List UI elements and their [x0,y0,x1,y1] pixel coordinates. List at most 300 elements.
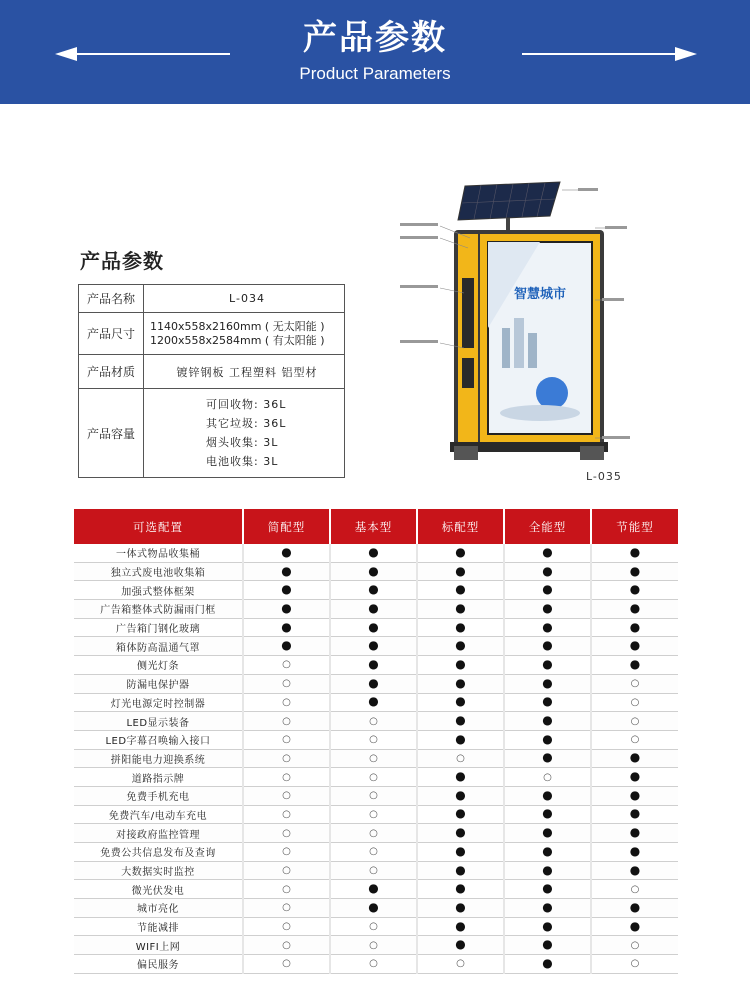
filled-dot-icon: ● [281,582,292,597]
filled-dot-icon: ● [455,713,466,728]
hollow-circle-icon: ○ [369,808,378,820]
config-row [74,674,678,693]
filled-dot-icon: ● [542,806,553,821]
filled-dot-icon: ● [455,918,466,933]
filled-dot-icon: ● [368,600,379,615]
config-row [74,936,678,955]
config-mark-cell [504,562,591,581]
config-feature-name: 对接政府监控管理 [74,824,243,843]
filled-dot-icon: ● [455,600,466,615]
config-mark-cell [330,749,417,768]
capacity-line: 电池收集: 3L [206,455,279,468]
hollow-circle-icon: ○ [369,790,378,802]
config-feature-name: 防漏电保护器 [74,674,243,693]
hollow-circle-icon: ○ [369,827,378,839]
filled-dot-icon: ● [629,600,641,615]
hollow-circle-icon: ○ [282,696,291,708]
solar-panel-icon [458,182,560,238]
filled-dot-icon: ● [455,862,466,877]
config-mark-cell [243,899,330,918]
right-arrow-icon [522,47,697,61]
config-row [74,843,678,862]
spec-label-material: 产品材质 [79,355,144,389]
filled-dot-icon: ● [542,675,553,690]
filled-dot-icon: ● [542,619,553,634]
filled-dot-icon: ● [455,638,466,653]
config-mark-cell [330,955,417,974]
config-mark-cell [504,618,591,637]
config-table-wrapper [74,509,678,974]
filled-dot-icon: ● [629,899,641,914]
spec-heading: 产品参数 [80,249,164,273]
config-row [74,730,678,749]
config-mark-cell [591,600,678,619]
filled-dot-icon: ● [368,619,379,634]
config-mark-cell [243,843,330,862]
spec-value-capacity [144,389,345,478]
hollow-circle-icon: ○ [282,921,291,933]
config-mark-cell [504,637,591,656]
config-mark-cell [504,693,591,712]
config-row [74,581,678,600]
config-row [74,805,678,824]
config-mark-cell [330,656,417,675]
config-mark-cell [504,805,591,824]
filled-dot-icon: ● [455,731,466,746]
filled-dot-icon: ● [542,544,553,559]
config-mark-cell [243,674,330,693]
filled-dot-icon: ● [455,825,466,840]
config-mark-cell [417,917,504,936]
config-mark-cell [591,805,678,824]
config-mark-cell [243,544,330,562]
filled-dot-icon: ● [542,750,553,765]
filled-dot-icon: ● [542,731,553,746]
hollow-circle-icon: ○ [456,752,465,764]
config-mark-cell [417,824,504,843]
config-mark-cell [504,824,591,843]
hollow-circle-icon: ○ [282,790,291,802]
hollow-circle-icon: ○ [282,752,291,764]
config-mark-cell [330,618,417,637]
config-mark-cell [243,880,330,899]
filled-dot-icon: ● [629,619,641,634]
config-mark-cell [417,674,504,693]
hollow-circle-icon: ○ [630,715,640,727]
filled-dot-icon: ● [542,713,553,728]
filled-dot-icon: ● [629,843,641,858]
filled-dot-icon: ● [542,694,553,709]
config-mark-cell [591,581,678,600]
config-mark-cell [243,730,330,749]
config-mark-cell [243,693,330,712]
config-mark-cell [591,712,678,731]
filled-dot-icon: ● [455,563,466,578]
config-mark-cell [243,618,330,637]
spec-value-material: 镀锌钢板 工程塑料 铝型材 [144,355,345,389]
config-mark-cell [591,861,678,880]
filled-dot-icon: ● [368,656,379,671]
capacity-line: 烟头收集: 3L [206,436,279,449]
config-mark-cell [504,656,591,675]
filled-dot-icon: ● [542,881,553,896]
filled-dot-icon: ● [281,638,292,653]
config-mark-cell [330,805,417,824]
config-mark-cell [243,955,330,974]
filled-dot-icon: ● [281,544,292,559]
config-mark-cell [417,749,504,768]
filled-dot-icon: ● [629,656,641,671]
filled-dot-icon: ● [455,582,466,597]
config-mark-cell [417,712,504,731]
hollow-circle-icon: ○ [630,696,640,708]
config-mark-cell [591,618,678,637]
hollow-circle-icon: ○ [282,883,291,895]
filled-dot-icon: ● [368,881,379,896]
config-feature-name: 一体式物品收集桶 [74,544,243,562]
filled-dot-icon: ● [542,899,553,914]
hollow-circle-icon: ○ [369,771,378,783]
hollow-circle-icon: ○ [369,846,378,858]
filled-dot-icon: ● [281,600,292,615]
filled-dot-icon: ● [455,656,466,671]
config-mark-cell [243,637,330,656]
config-mark-cell [417,899,504,918]
config-row [74,544,678,562]
filled-dot-icon: ● [455,806,466,821]
filled-dot-icon: ● [455,769,466,784]
filled-dot-icon: ● [629,806,641,821]
config-feature-name: 微光伏发电 [74,880,243,899]
config-row [74,693,678,712]
filled-dot-icon: ● [455,881,466,896]
hollow-circle-icon: ○ [630,958,640,970]
config-row [74,618,678,637]
config-mark-cell [504,861,591,880]
hollow-circle-icon: ○ [630,883,640,895]
config-mark-cell [504,674,591,693]
config-table [74,509,678,974]
hollow-circle-icon: ○ [369,752,378,764]
config-mark-cell [417,581,504,600]
hollow-circle-icon: ○ [282,808,291,820]
filled-dot-icon: ● [629,582,641,597]
filled-dot-icon: ● [542,656,553,671]
config-feature-name: 拼阳能电力迎换系统 [74,749,243,768]
banner-title: 产品参数 [303,18,447,58]
filled-dot-icon: ● [629,638,641,653]
config-feature-name: WIFI上网 [74,936,243,955]
config-mark-cell [591,824,678,843]
config-mark-cell [330,861,417,880]
config-mark-cell [504,581,591,600]
config-mark-cell [417,861,504,880]
product-model-label: L-035 [586,470,622,483]
config-mark-cell [243,656,330,675]
filled-dot-icon: ● [629,787,641,802]
config-mark-cell [417,880,504,899]
config-feature-name: 节能减排 [74,917,243,936]
config-mark-cell [591,693,678,712]
config-feature-name: 独立式废电池收集箱 [74,562,243,581]
filled-dot-icon: ● [368,582,379,597]
hollow-circle-icon: ○ [282,958,291,970]
config-mark-cell [591,562,678,581]
spec-table [78,284,345,478]
config-header-cell: 简配型 [243,509,330,544]
filled-dot-icon: ● [542,600,553,615]
filled-dot-icon: ● [368,694,379,709]
config-mark-cell [417,693,504,712]
spec-label-name: 产品名称 [79,285,144,313]
config-mark-cell [243,786,330,805]
config-feature-name: LED字幕召唤输入接口 [74,730,243,749]
config-mark-cell [417,936,504,955]
filled-dot-icon: ● [455,694,466,709]
filled-dot-icon: ● [455,899,466,914]
config-row [74,562,678,581]
hollow-circle-icon: ○ [369,865,378,877]
config-feature-name: 灯光电源定时控制器 [74,693,243,712]
hollow-circle-icon: ○ [369,939,378,951]
hollow-circle-icon: ○ [543,771,552,783]
filled-dot-icon: ● [629,862,641,877]
config-mark-cell [330,600,417,619]
config-header-cell: 标配型 [417,509,504,544]
filled-dot-icon: ● [629,769,641,784]
config-row [74,899,678,918]
config-mark-cell [417,656,504,675]
config-mark-cell [243,917,330,936]
filled-dot-icon: ● [629,750,641,765]
config-mark-cell [417,805,504,824]
config-mark-cell [417,562,504,581]
config-mark-cell [330,544,417,562]
config-header-cell: 基本型 [330,509,417,544]
filled-dot-icon: ● [542,843,553,858]
spec-label-size: 产品尺寸 [79,313,144,355]
config-mark-cell [591,544,678,562]
filled-dot-icon: ● [542,638,553,653]
hollow-circle-icon: ○ [282,902,291,914]
spec-size-line: 1200x558x2584mm ( 有太阳能 ) [150,333,325,347]
config-mark-cell [330,674,417,693]
filled-dot-icon: ● [368,544,379,559]
config-mark-cell [591,730,678,749]
filled-dot-icon: ● [542,937,553,952]
config-mark-cell [417,730,504,749]
config-mark-cell [243,581,330,600]
config-mark-cell [243,861,330,880]
hollow-circle-icon: ○ [282,715,291,727]
config-row [74,824,678,843]
filled-dot-icon: ● [368,899,379,914]
filled-dot-icon: ● [629,544,641,559]
filled-dot-icon: ● [281,619,292,634]
config-header-cell: 可选配置 [74,509,243,544]
config-mark-cell [243,712,330,731]
config-feature-name: 免费公共信息发布及查询 [74,843,243,862]
capacity-line: 其它垃圾: 36L [206,417,287,430]
spec-label-capacity: 产品容量 [79,389,144,478]
smart-bin-illustration [380,178,640,488]
config-mark-cell [243,805,330,824]
config-feature-name: 免费手机充电 [74,786,243,805]
config-mark-cell [417,544,504,562]
config-mark-cell [591,936,678,955]
config-header-cell: 全能型 [504,509,591,544]
config-mark-cell [417,768,504,787]
capacity-line: 可回收物: 36L [206,398,287,411]
spec-value-size [144,313,345,355]
config-mark-cell [591,843,678,862]
config-mark-cell [417,843,504,862]
config-mark-cell [504,712,591,731]
config-mark-cell [330,768,417,787]
config-mark-cell [591,656,678,675]
config-mark-cell [591,917,678,936]
config-row [74,861,678,880]
filled-dot-icon: ● [629,563,641,578]
config-mark-cell [330,581,417,600]
config-row [74,656,678,675]
filled-dot-icon: ● [542,918,553,933]
config-row [74,768,678,787]
hollow-circle-icon: ○ [282,678,291,690]
config-mark-cell [591,880,678,899]
config-mark-cell [504,843,591,862]
config-feature-name: 侧光灯条 [74,656,243,675]
config-mark-cell [330,824,417,843]
config-mark-cell [243,936,330,955]
config-feature-name: LED显示装备 [74,712,243,731]
config-feature-name: 加强式整体框架 [74,581,243,600]
config-header-row [74,509,678,544]
config-mark-cell [504,917,591,936]
screen-title: 智慧城市 [513,287,567,302]
filled-dot-icon: ● [368,563,379,578]
config-mark-cell [591,899,678,918]
filled-dot-icon: ● [455,544,466,559]
config-mark-cell [330,693,417,712]
config-mark-cell [330,936,417,955]
config-mark-cell [330,730,417,749]
hollow-circle-icon: ○ [456,958,465,970]
spec-value-name: L-034 [144,285,345,313]
filled-dot-icon: ● [455,843,466,858]
config-mark-cell [330,637,417,656]
config-feature-name: 箱体防高温通气罩 [74,637,243,656]
hollow-circle-icon: ○ [282,846,291,858]
hollow-circle-icon: ○ [369,715,378,727]
config-mark-cell [504,786,591,805]
filled-dot-icon: ● [542,582,553,597]
config-feature-name: 道路指示牌 [74,768,243,787]
config-mark-cell [330,786,417,805]
config-row [74,712,678,731]
config-row [74,955,678,974]
config-feature-name: 广告箱门钢化玻璃 [74,618,243,637]
config-feature-name: 广告箱整体式防漏雨门框 [74,600,243,619]
hollow-circle-icon: ○ [282,865,291,877]
config-table-body [74,544,678,973]
config-mark-cell [504,600,591,619]
hollow-circle-icon: ○ [369,734,378,746]
config-feature-name: 城市亮化 [74,899,243,918]
config-feature-name: 大数据实时监控 [74,861,243,880]
config-mark-cell [591,955,678,974]
filled-dot-icon: ● [455,787,466,802]
config-header-cell: 节能型 [591,509,678,544]
filled-dot-icon: ● [542,955,553,970]
config-mark-cell [330,917,417,936]
hollow-circle-icon: ○ [282,734,291,746]
config-mark-cell [330,562,417,581]
config-mark-cell [417,600,504,619]
hollow-circle-icon: ○ [630,734,640,746]
config-mark-cell [591,768,678,787]
hollow-circle-icon: ○ [369,921,378,933]
filled-dot-icon: ● [281,563,292,578]
header-banner [0,0,750,104]
config-mark-cell [417,618,504,637]
config-mark-cell [330,899,417,918]
filled-dot-icon: ● [368,638,379,653]
config-mark-cell [504,730,591,749]
config-mark-cell [417,637,504,656]
filled-dot-icon: ● [542,563,553,578]
config-mark-cell [243,600,330,619]
hollow-circle-icon: ○ [630,678,640,690]
config-row [74,637,678,656]
filled-dot-icon: ● [629,825,641,840]
hollow-circle-icon: ○ [282,659,291,671]
config-mark-cell [504,880,591,899]
config-mark-cell [330,712,417,731]
config-mark-cell [504,955,591,974]
filled-dot-icon: ● [542,862,553,877]
filled-dot-icon: ● [368,675,379,690]
hollow-circle-icon: ○ [282,827,291,839]
hollow-circle-icon: ○ [282,771,291,783]
config-mark-cell [591,786,678,805]
filled-dot-icon: ● [542,825,553,840]
hollow-circle-icon: ○ [630,939,640,951]
config-mark-cell [243,768,330,787]
config-mark-cell [591,637,678,656]
spec-size-line: 1140x558x2160mm ( 无太阳能 ) [150,319,325,333]
banner-subtitle: Product Parameters [299,64,451,83]
config-row [74,917,678,936]
config-mark-cell [504,936,591,955]
hollow-circle-icon: ○ [282,939,291,951]
config-row [74,749,678,768]
filled-dot-icon: ● [455,675,466,690]
config-mark-cell [243,749,330,768]
filled-dot-icon: ● [542,787,553,802]
config-mark-cell [504,749,591,768]
config-mark-cell [243,562,330,581]
config-mark-cell [243,824,330,843]
config-mark-cell [417,955,504,974]
config-mark-cell [504,544,591,562]
config-mark-cell [504,768,591,787]
config-row [74,786,678,805]
config-feature-name: 偏民服务 [74,955,243,974]
config-feature-name: 免费汽车/电动车充电 [74,805,243,824]
filled-dot-icon: ● [455,619,466,634]
config-mark-cell [504,899,591,918]
